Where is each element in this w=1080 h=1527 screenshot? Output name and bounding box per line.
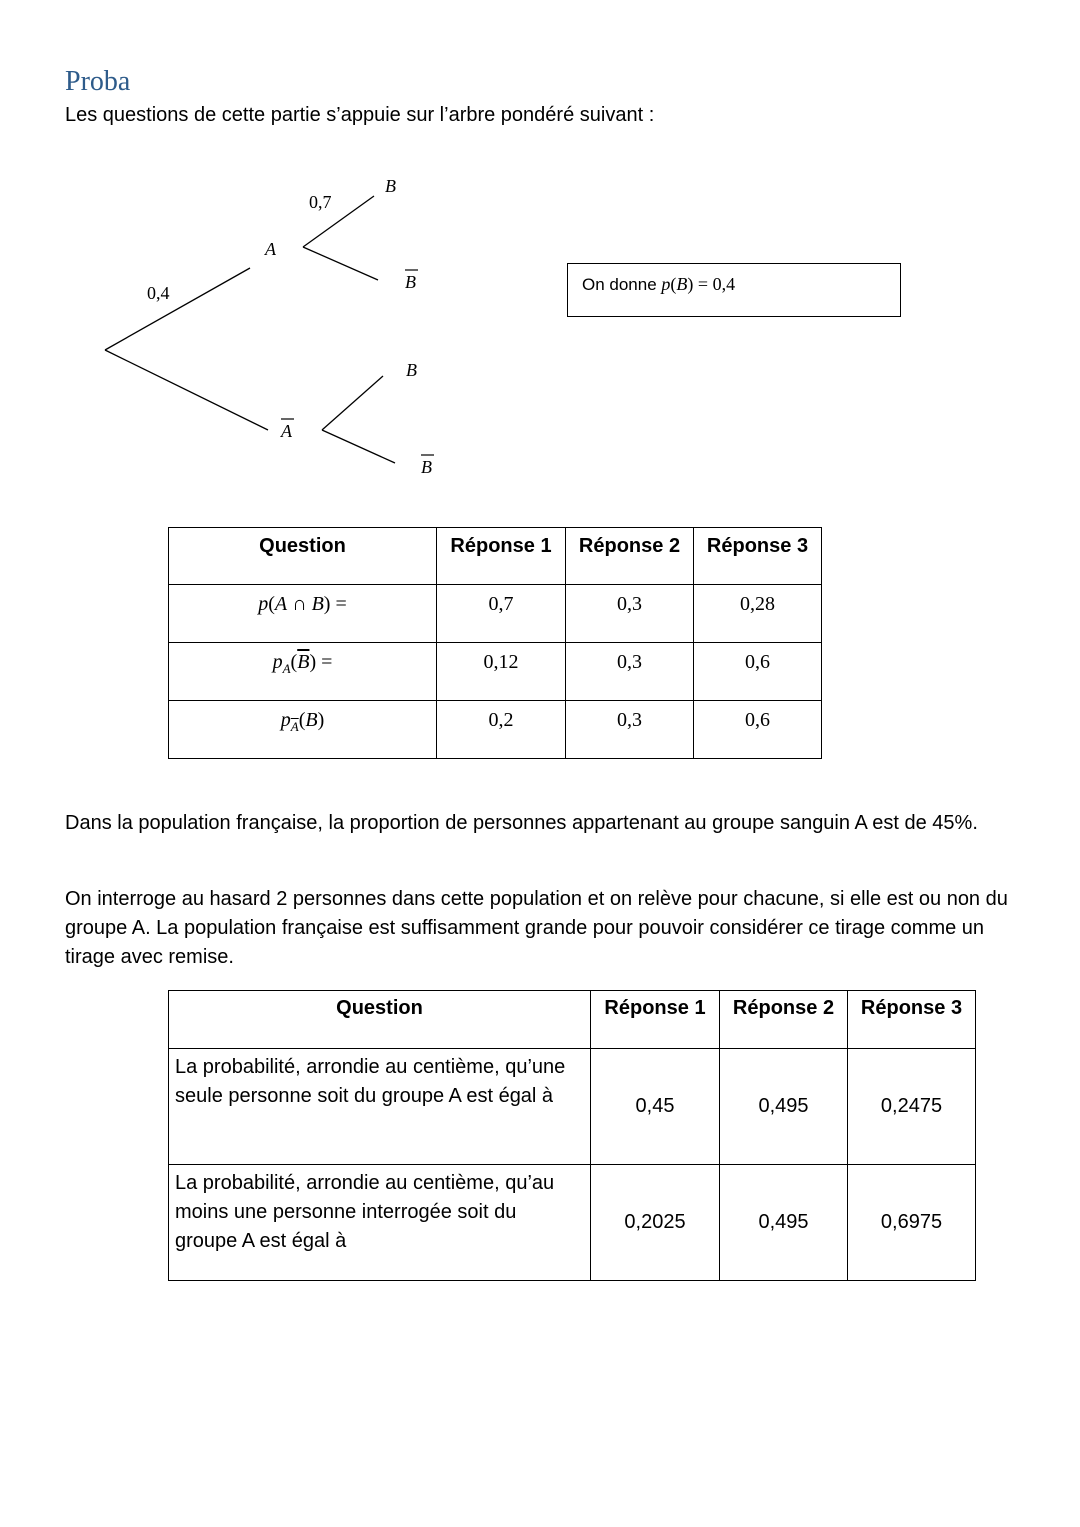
- node-a-b: B: [385, 176, 396, 196]
- question-conditional-a: $p_A(\overline{B})$ =: [169, 643, 437, 701]
- node-abar: A: [281, 421, 292, 441]
- header-answer-2: Réponse 2: [566, 528, 694, 585]
- branch-a-bbar: [303, 247, 378, 280]
- question-conditional-abar: $p_{\overline{A}}(B)$: [169, 701, 437, 759]
- node-abar-b: B: [406, 360, 417, 380]
- table-row: [169, 585, 822, 643]
- table-row: [169, 701, 822, 759]
- answer-cell: 0,7: [437, 585, 566, 643]
- answer-cell: 0,2025: [591, 1165, 720, 1281]
- table-row: [169, 643, 822, 701]
- probability-tree: [0, 160, 560, 500]
- answer-cell: 0,6: [694, 701, 822, 759]
- given-prefix: On donne: [582, 275, 657, 294]
- branch-abar-bbar: [322, 430, 395, 463]
- branch-root-a: [105, 268, 250, 350]
- table-row: [169, 1049, 976, 1165]
- branch-abar-b: [322, 376, 383, 430]
- header-answer-2: Réponse 2: [720, 991, 848, 1049]
- node-a-bbar: B: [405, 272, 416, 292]
- header-answer-3: Réponse 3: [694, 528, 822, 585]
- root-probability: 0,4: [147, 283, 170, 303]
- answer-cell: 0,45: [591, 1049, 720, 1165]
- answer-cell: 0,6: [694, 643, 822, 701]
- header-question: Question: [169, 991, 591, 1049]
- branch-root-abar: [105, 350, 268, 430]
- question-cell: La probabilité, arrondie au centième, qu’au moins une personne interrogée soit du groupe A est égal à: [169, 1165, 591, 1281]
- answer-cell: 0,3: [566, 701, 694, 759]
- paragraph-population: Dans la population française, la proportion de personnes appartenant au groupe sanguin A est de 45%.: [65, 812, 978, 834]
- node-a: A: [265, 239, 276, 259]
- table-header-row: [169, 991, 976, 1049]
- intro-text: Les questions de cette partie s’appuie sur l’arbre pondéré suivant :: [65, 104, 655, 126]
- table-row: [169, 1165, 976, 1281]
- answer-cell: 0,495: [720, 1165, 848, 1281]
- question-table-blood-group: [168, 990, 976, 1281]
- given-value: 0,4: [712, 274, 736, 294]
- header-question: Question: [169, 528, 437, 585]
- given-box: On donne p(B) = 0,4: [567, 263, 901, 317]
- header-answer-1: Réponse 1: [437, 528, 566, 585]
- header-answer-1: Réponse 1: [591, 991, 720, 1049]
- prob-a-b: 0,7: [309, 192, 332, 212]
- paragraph-sampling: On interroge au hasard 2 personnes dans cette population et on relève pour chacune, si elle est ou non du groupe A. La population française est suffisamment grande pour pouvoir considérer ce tirage comme un tirage avec remise.: [65, 888, 1008, 968]
- table-header-row: [169, 528, 822, 585]
- answer-cell: 0,2: [437, 701, 566, 759]
- section-title: Proba: [65, 66, 131, 97]
- answer-cell: 0,6975: [848, 1165, 976, 1281]
- answer-cell: 0,495: [720, 1049, 848, 1165]
- question-intersection: p(A ∩ B) =: [169, 585, 437, 643]
- question-table-tree: [168, 527, 822, 759]
- header-answer-3: Réponse 3: [848, 991, 976, 1049]
- question-cell: La probabilité, arrondie au centième, qu’une seule personne soit du groupe A est égal à: [169, 1049, 591, 1165]
- answer-cell: 0,12: [437, 643, 566, 701]
- answer-cell: 0,2475: [848, 1049, 976, 1165]
- node-abar-bbar: B: [421, 457, 432, 477]
- answer-cell: 0,3: [566, 643, 694, 701]
- answer-cell: 0,28: [694, 585, 822, 643]
- answer-cell: 0,3: [566, 585, 694, 643]
